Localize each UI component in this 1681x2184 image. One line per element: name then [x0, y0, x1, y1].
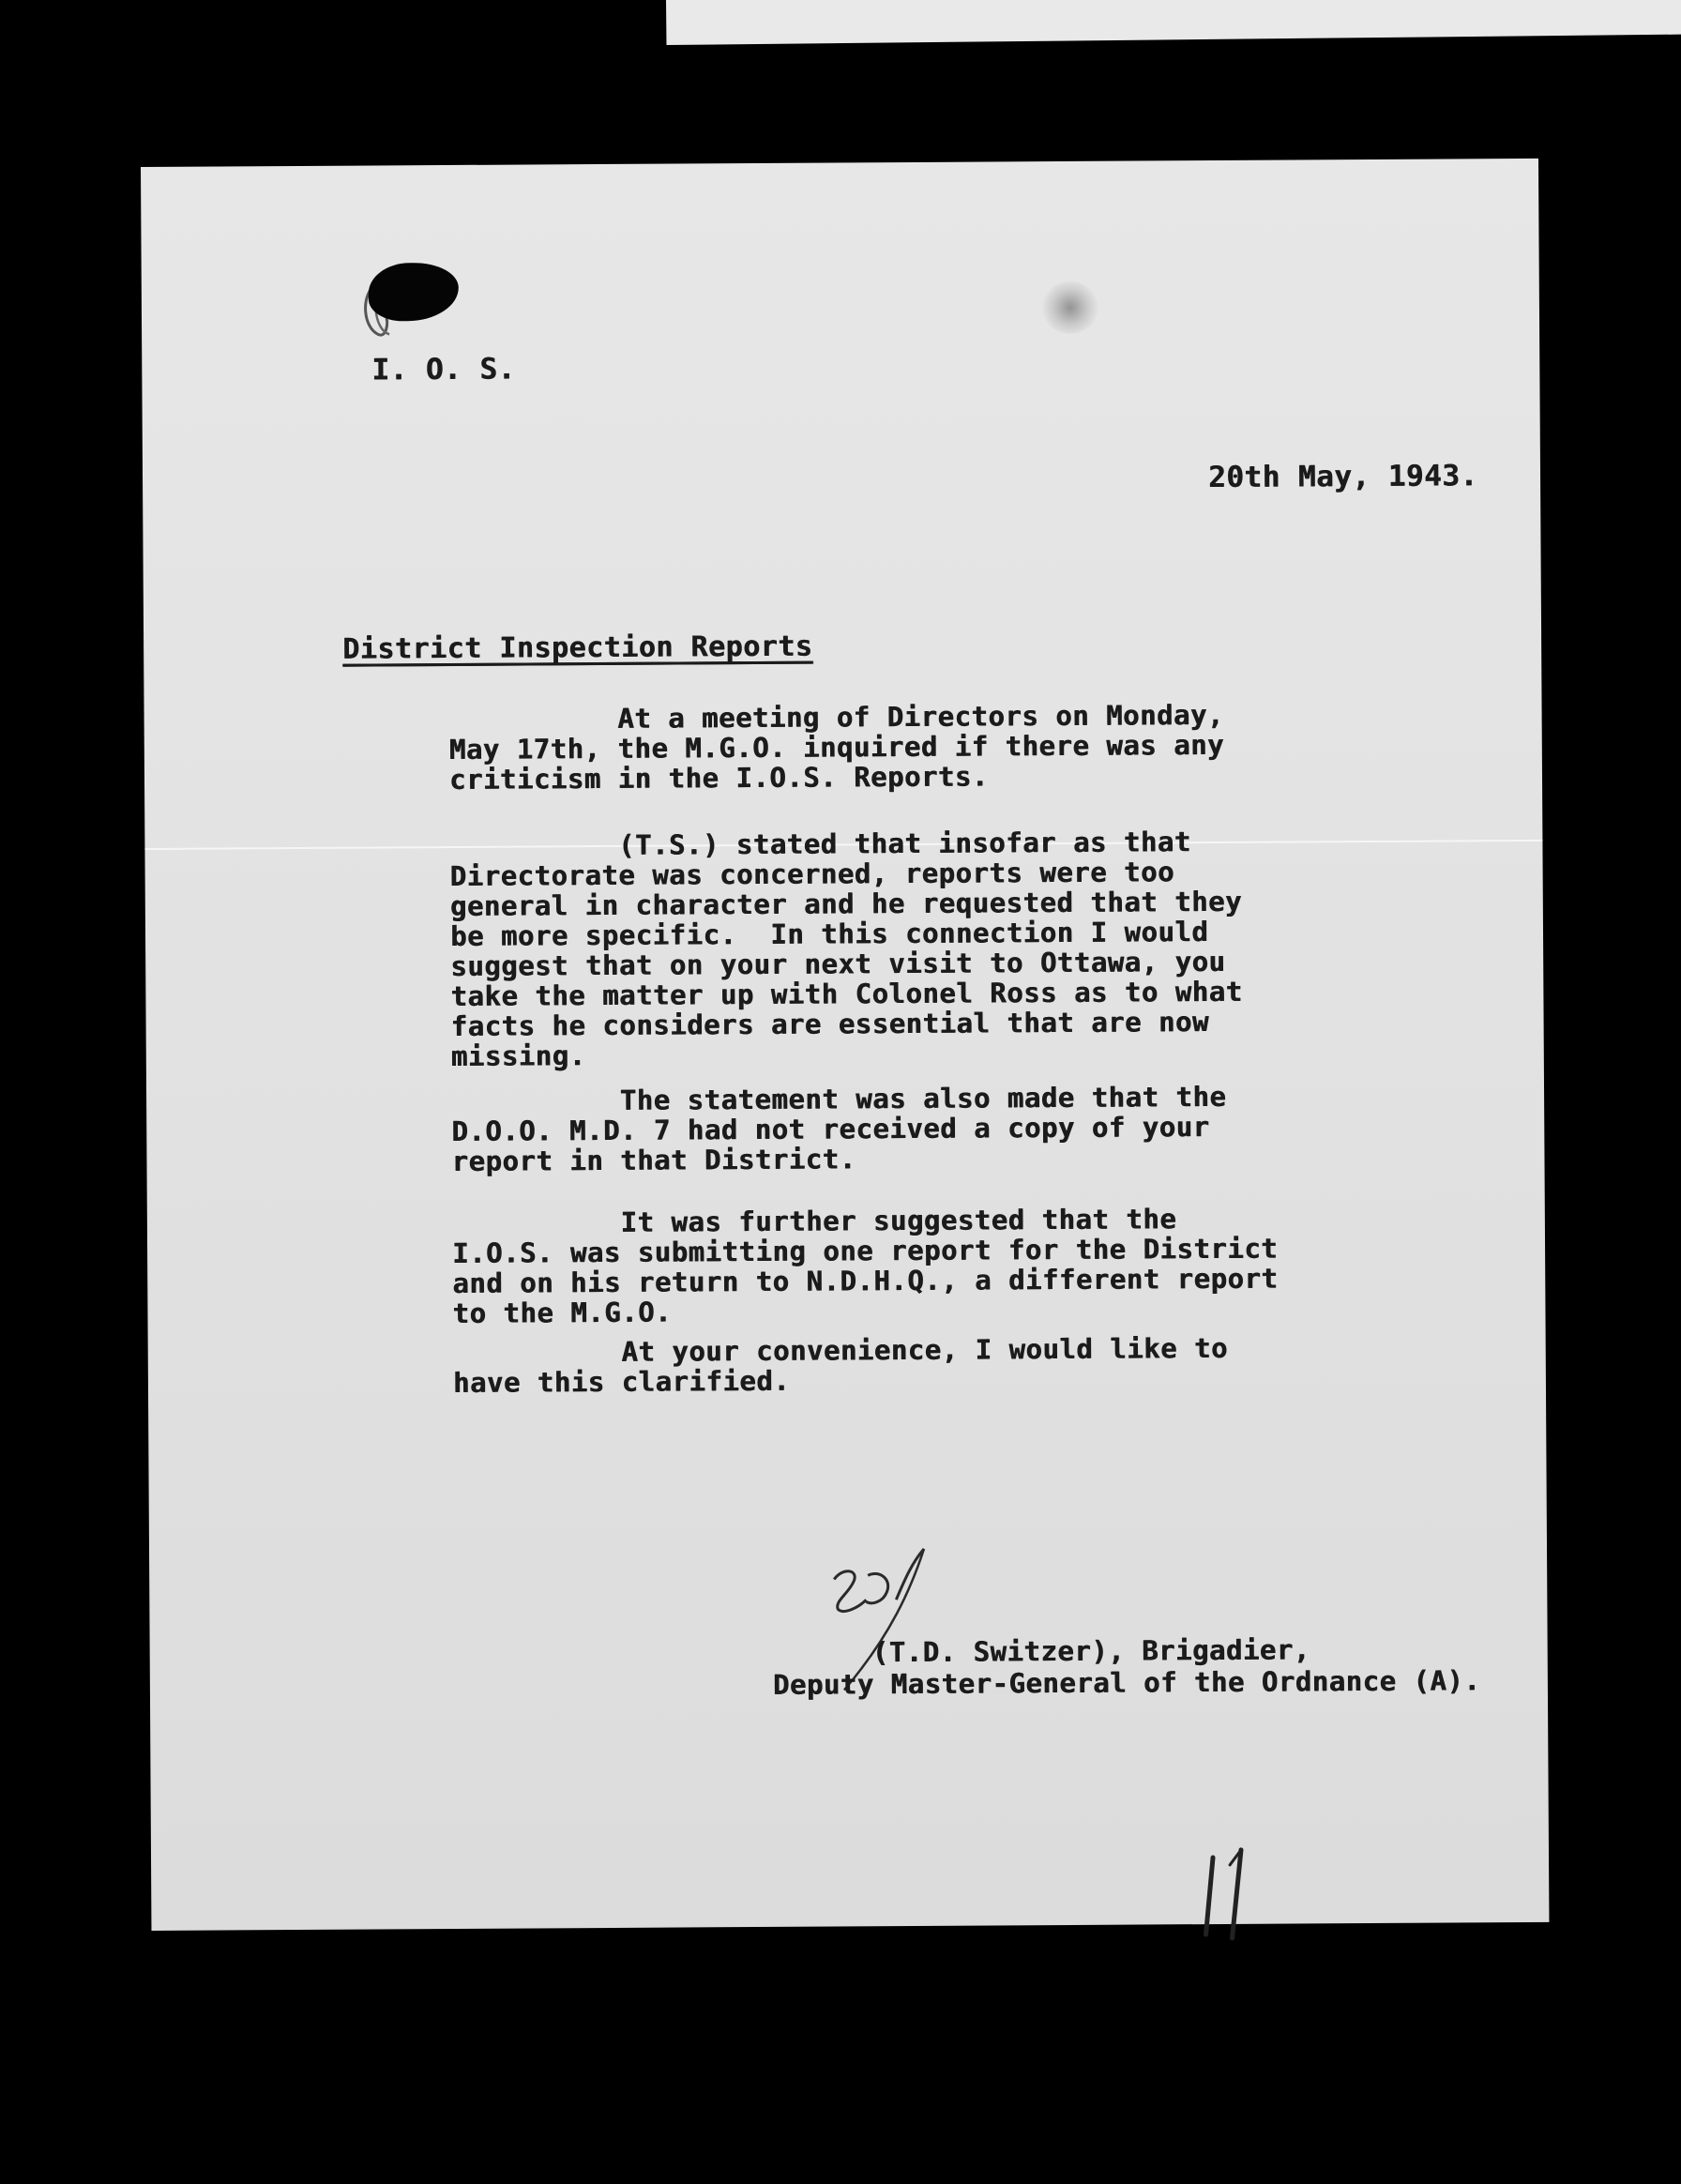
addressee: I. O. S. — [371, 352, 516, 387]
ink-smudge — [1042, 281, 1098, 334]
underlying-sheet-edge — [666, 0, 1681, 45]
letter-subject: District Inspection Reports — [342, 629, 813, 666]
paragraph-1: At a meeting of Directors on Monday, May 17th, the M.G.O. inquired if there was any criticism in the I.O.S. Reports. — [448, 698, 1225, 796]
folio-number — [1192, 1844, 1268, 1948]
signatory-title: Deputy Master-General of the Ordnance (A). — [772, 1664, 1481, 1701]
letter-sheet — [141, 159, 1549, 1931]
paragraph-5: At your convenience, I would like to have this clarified. — [452, 1331, 1228, 1399]
paragraph-2: (T.S.) stated that insofar as that Directorate was concerned, reports were too general in character and he requested that they be more specific. In this connection I would suggest that on your next visit to Ottawa, you take the matter up with Colonel Ross as to what facts he considers are essential that are now missing. — [449, 826, 1243, 1072]
paragraph-3: The statement was also made that the D.O.O. M.D. 7 had not received a copy of your report in that District. — [450, 1080, 1227, 1177]
paragraph-4: It was further suggested that the I.O.S. was submitting one report for the District and on his return to N.D.H.Q., a different report to the M.G.O. — [451, 1203, 1279, 1329]
letter-date: 20th May, 1943. — [1207, 459, 1478, 495]
signatory-name: (T.D. Switzer), Brigadier, — [871, 1633, 1310, 1669]
